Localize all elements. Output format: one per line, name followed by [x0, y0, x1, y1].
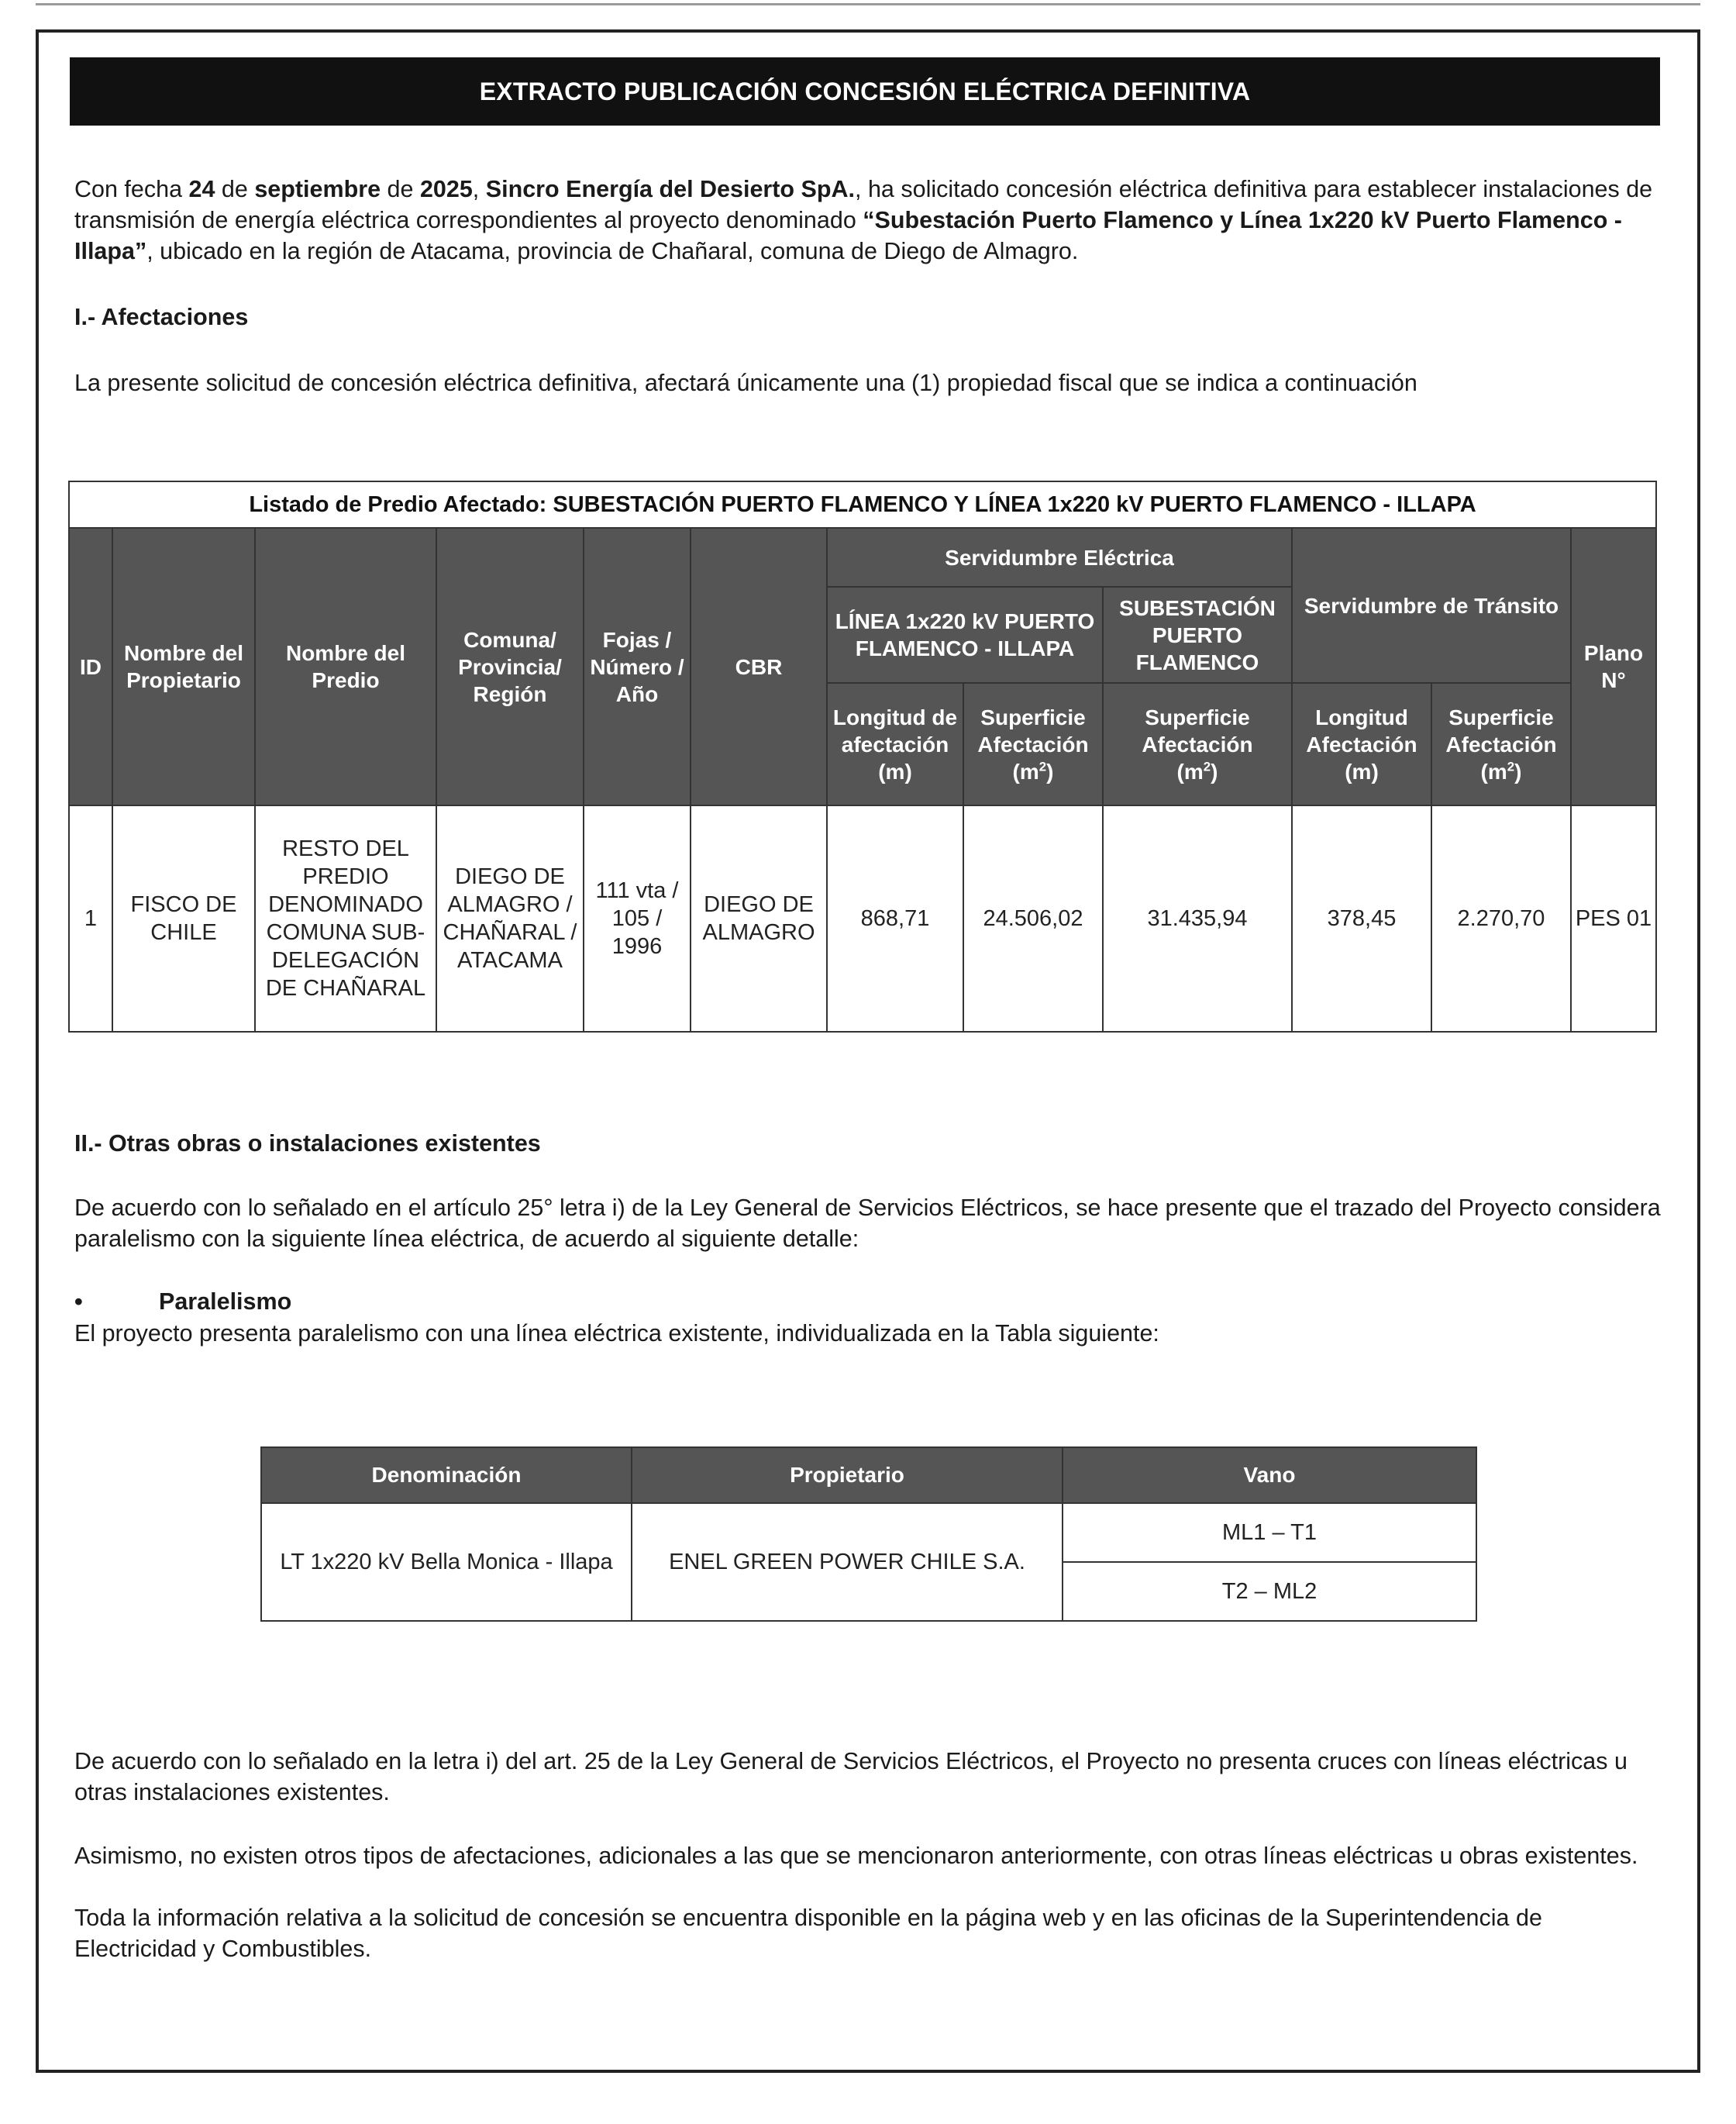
parallelism-table: [260, 1446, 1477, 1622]
project-name: “Subestación Puerto Flamenco y Línea 1x220 kV Puerto Flamenco - Illapa”: [74, 207, 1622, 264]
header-long-afectacion: Longitud de afectación (m): [827, 683, 963, 805]
header-owner: Nombre del Propietario: [112, 528, 255, 805]
cell-sup-transito: 2.270,70: [1431, 805, 1571, 1032]
cell-propietario: ENEL GREEN POWER CHILE S.A.: [632, 1503, 1063, 1621]
cell-plano: PES 01: [1571, 805, 1656, 1032]
cell-sup-afectacion: 24.506,02: [963, 805, 1103, 1032]
bullet-label: Paralelismo: [159, 1288, 292, 1315]
table-row: [261, 1503, 1476, 1562]
section1-text: La presente solicitud de concesión eléctrica definitiva, afectará únicamente una (1) propiedad fiscal que se indica a continuación: [74, 370, 1417, 396]
cell-commune: DIEGO DE ALMAGRO / CHAÑARAL / ATACAMA: [436, 805, 584, 1032]
closing-paragraph-3: Toda la información relativa a la solicitud de concesión se encuentra disponible en la página web y en las oficinas de la Superintendencia de Electricidad y Combustibles.: [74, 1905, 1542, 1962]
cell-denominacion: LT 1x220 kV Bella Monica - Illapa: [261, 1503, 632, 1621]
header-serv-electrica: Servidumbre Eléctrica: [827, 528, 1292, 587]
bullet-text: El proyecto presenta paralelismo con una línea eléctrica existente, individualizada en la Tabla siguiente:: [74, 1320, 1159, 1346]
bullet-icon: •: [74, 1288, 83, 1315]
cell-vano-1: ML1 – T1: [1063, 1503, 1476, 1562]
cell-long-afectacion: 868,71: [827, 805, 963, 1032]
cell-id: 1: [69, 805, 112, 1032]
header-subestacion: SUBESTACIÓN PUERTO FLAMENCO: [1103, 587, 1292, 683]
closing-paragraph-1: De acuerdo con lo señalado en la letra i) del art. 25 de la Ley General de Servicios Eléctricos, el Proyecto no presenta cruces con líneas eléctricas u otras instalaciones existentes.: [74, 1748, 1628, 1805]
top-rule: [36, 3, 1700, 5]
cell-sup-subestacion: 31.435,94: [1103, 805, 1292, 1032]
header-id: ID: [69, 528, 112, 805]
header-denominacion: Denominación: [261, 1447, 632, 1503]
banner-title: EXTRACTO PUBLICACIÓN CONCESIÓN ELÉCTRICA DEFINITIVA: [70, 57, 1660, 126]
closing-paragraph-2: Asimismo, no existen otros tipos de afectaciones, adicionales a las que se mencionaron anteriormente, con otras líneas eléctricas u obras existentes.: [74, 1843, 1638, 1869]
header-fojas: Fojas / Número / Año: [584, 528, 691, 805]
company-name: Sincro Energía del Desierto SpA.: [485, 176, 856, 202]
cell-vano-2: T2 – ML2: [1063, 1562, 1476, 1621]
cell-owner: FISCO DE CHILE: [112, 805, 255, 1032]
header-sup-afectacion-sub: Superficie Afectación $(m^2)$: [1103, 683, 1292, 805]
header-sup-afectacion-linea: Superficie Afectación $(m^2)$: [963, 683, 1103, 805]
header-cbr: CBR: [691, 528, 827, 805]
header-commune: Comuna/ Provincia/ Región: [436, 528, 584, 805]
section2-text: De acuerdo con lo señalado en el artículo 25° letra i) de la Ley General de Servicios Eléctricos, se hace presente que el trazado del Proyecto considera paralelismo con la siguiente línea eléctrica, de acuerdo al siguiente detalle:: [74, 1195, 1661, 1252]
section1-heading: I.- Afectaciones: [74, 304, 249, 330]
table1-title: Listado de Predio Afectado: SUBESTACIÓN PUERTO FLAMENCO Y LÍNEA 1x220 kV PUERTO FLAMENCO - ILLAPA: [69, 481, 1656, 528]
section2-heading: II.- Otras obras o instalaciones existentes: [74, 1130, 541, 1157]
cell-property: RESTO DEL PREDIO DENOMINADO COMUNA SUB-DELEGACIÓN DE CHAÑARAL: [255, 805, 436, 1032]
header-serv-transito: Servidumbre de Tránsito: [1292, 528, 1571, 683]
header-linea: LÍNEA 1x220 kV PUERTO FLAMENCO - ILLAPA: [827, 587, 1103, 683]
intro-paragraph: Con fecha 24 de septiembre de 2025, Sincro Energía del Desierto SpA., ha solicitado concesión eléctrica definitiva para establecer instalaciones de transmisión de energía eléctrica correspondientes al proyecto denominado “Subestación Puerto Flamenco y Línea 1x220 kV Puerto Flamenco - Illapa”, ubicado en la región de Atacama, provincia de Chañaral, comuna de Diego de Almagro.: [74, 176, 1653, 264]
header-plano: Plano N°: [1571, 528, 1656, 805]
header-vano: Vano: [1063, 1447, 1476, 1503]
cell-cbr: DIEGO DE ALMAGRO: [691, 805, 827, 1032]
affected-property-table: [68, 481, 1657, 1033]
header-sup-transito: Superficie Afectación $(m^2)$: [1431, 683, 1571, 805]
header-propietario: Propietario: [632, 1447, 1063, 1503]
cell-long-transito: 378,45: [1292, 805, 1431, 1032]
table-row: [69, 805, 1656, 1032]
header-property: Nombre del Predio: [255, 528, 436, 805]
header-long-transito: Longitud Afectación (m): [1292, 683, 1431, 805]
cell-fojas: 111 vta / 105 / 1996: [584, 805, 691, 1032]
